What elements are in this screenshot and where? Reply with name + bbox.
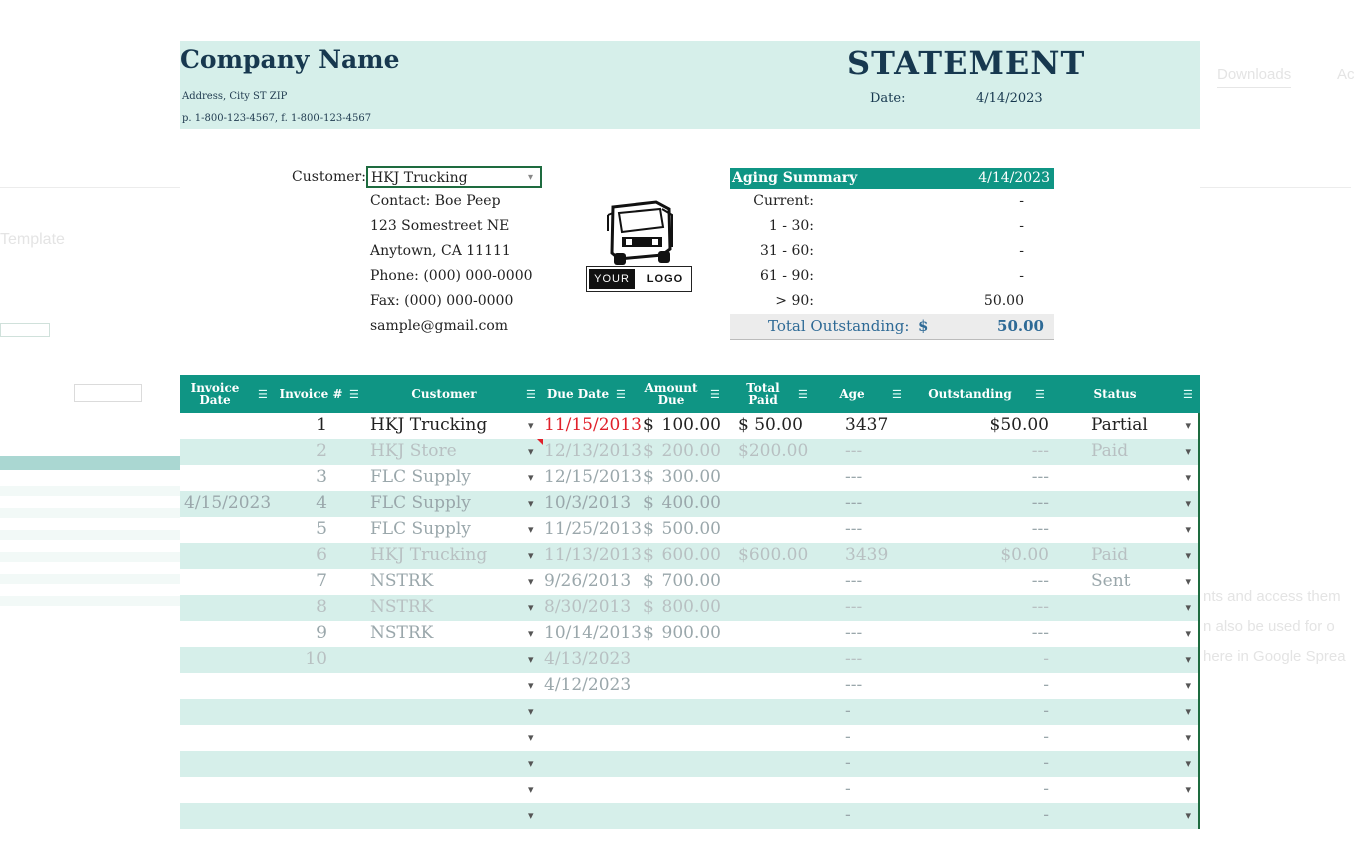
aging-value: - — [1019, 193, 1024, 209]
table-row[interactable] — [180, 569, 1200, 595]
background-template-text: Template — [0, 231, 65, 248]
status-dropdown-icon[interactable]: ▾ — [1185, 445, 1191, 458]
cell-age[interactable]: --- — [845, 675, 863, 695]
cell-amount-due[interactable]: 300.00 — [661, 467, 721, 487]
selection-border — [1198, 699, 1200, 725]
customer-contact: Contact: Boe Peep — [370, 193, 501, 209]
cell-amount-currency[interactable]: $ — [643, 415, 654, 435]
cell-age[interactable]: --- — [845, 623, 863, 643]
cell-customer[interactable]: NSTRK — [370, 597, 434, 617]
cell-amount-due[interactable]: 600.00 — [661, 545, 721, 565]
table-row[interactable] — [180, 621, 1200, 647]
company-logo — [586, 201, 696, 296]
cell-outstanding[interactable]: --- — [1031, 597, 1049, 617]
cell-amount-currency[interactable]: $ — [643, 467, 654, 487]
status-dropdown-icon[interactable]: ▾ — [1185, 757, 1191, 770]
background-nav-downloads[interactable]: Downloads — [1217, 66, 1291, 88]
logo-logo-text: LOGO — [646, 273, 684, 285]
chevron-down-icon[interactable]: ▾ — [527, 172, 533, 183]
customer-dropdown-icon[interactable]: ▾ — [528, 627, 534, 640]
cell-amount-currency[interactable]: $ — [643, 623, 654, 643]
aging-row-31-60 — [730, 240, 1054, 265]
cell-age[interactable]: - — [845, 779, 851, 799]
customer-dropdown-icon[interactable]: ▾ — [528, 783, 534, 796]
table-row[interactable] — [180, 465, 1200, 491]
cell-status[interactable]: Paid — [1091, 441, 1129, 461]
customer-dropdown-icon[interactable]: ▾ — [528, 809, 534, 822]
cell-customer[interactable]: NSTRK — [370, 623, 434, 643]
cell-customer[interactable]: NSTRK — [370, 571, 434, 591]
filter-icon[interactable]: ☰ — [258, 388, 268, 401]
cell-outstanding[interactable]: $50.00 — [989, 415, 1049, 435]
cell-outstanding[interactable]: - — [1043, 727, 1049, 747]
date-value[interactable]: 4/14/2023 — [976, 91, 1043, 106]
cell-age[interactable]: --- — [845, 441, 863, 461]
cell-customer[interactable]: HKJ Trucking — [370, 545, 488, 565]
table-row[interactable] — [180, 803, 1200, 829]
cell-status[interactable]: Partial — [1091, 415, 1148, 435]
cell-invoice-number[interactable]: 9 — [316, 623, 327, 643]
column-invoice-date[interactable]: Invoice Date — [190, 381, 240, 407]
aging-label: Current: — [753, 193, 814, 209]
cell-due-date[interactable]: 12/13/2013 — [544, 441, 642, 461]
customer-phone: Phone: (000) 000-0000 — [370, 268, 533, 284]
cell-amount-due[interactable]: 500.00 — [661, 519, 721, 539]
selection-border — [1198, 413, 1200, 439]
cell-amount-currency[interactable]: $ — [643, 545, 654, 565]
cell-outstanding[interactable]: --- — [1031, 493, 1049, 513]
table-row[interactable] — [180, 699, 1200, 725]
company-name[interactable]: Company Name — [180, 45, 400, 74]
customer-dropdown-icon[interactable]: ▾ — [528, 575, 534, 588]
total-outstanding-label: Total Outstanding: — [768, 317, 910, 335]
table-row[interactable] — [180, 673, 1200, 699]
customer-label: Customer: — [292, 169, 366, 185]
cell-due-date[interactable]: 12/15/2013 — [544, 467, 642, 487]
cell-customer[interactable]: FLC Supply — [370, 493, 471, 513]
cell-age[interactable]: --- — [845, 467, 863, 487]
customer-select-value: HKJ Trucking — [371, 170, 468, 186]
cell-amount-due[interactable]: 900.00 — [661, 623, 721, 643]
cell-outstanding[interactable]: - — [1043, 701, 1049, 721]
cell-customer[interactable]: FLC Supply — [370, 467, 471, 487]
column-age[interactable]: Age — [839, 387, 865, 401]
cell-outstanding[interactable]: - — [1043, 805, 1049, 825]
cell-invoice-number[interactable]: 7 — [316, 571, 327, 591]
filter-icon[interactable]: ☰ — [616, 388, 626, 401]
background-text-line: nts and access them — [1203, 588, 1341, 605]
filter-icon[interactable]: ☰ — [1183, 388, 1193, 401]
table-row[interactable] — [180, 517, 1200, 543]
cell-total-paid[interactable]: $200.00 — [738, 441, 809, 461]
table-row[interactable] — [180, 491, 1200, 517]
cell-amount-due[interactable]: 800.00 — [661, 597, 721, 617]
cell-status[interactable]: Paid — [1091, 545, 1129, 565]
cell-amount-due[interactable]: 700.00 — [661, 571, 721, 591]
company-address[interactable]: Address, City ST ZIP — [182, 91, 288, 102]
company-phone[interactable]: p. 1-800-123-4567, f. 1-800-123-4567 — [182, 113, 372, 124]
selection-border — [1198, 439, 1200, 465]
filter-icon[interactable]: ☰ — [349, 388, 359, 401]
cell-age[interactable]: 3439 — [845, 545, 889, 565]
filter-icon[interactable]: ☰ — [892, 388, 902, 401]
cell-customer[interactable]: HKJ Store — [370, 441, 457, 461]
logo-your-text: YOUR — [589, 269, 635, 289]
cell-due-date[interactable]: 8/30/2013 — [544, 597, 632, 617]
cell-amount-currency[interactable]: $ — [643, 571, 654, 591]
status-dropdown-icon[interactable]: ▾ — [1185, 575, 1191, 588]
background-thumbnail — [0, 318, 180, 658]
customer-select[interactable] — [366, 166, 542, 188]
aging-value: - — [1019, 268, 1024, 284]
aging-label: 61 - 90: — [760, 268, 814, 284]
cell-outstanding[interactable]: - — [1043, 675, 1049, 695]
customer-dropdown-icon[interactable]: ▾ — [528, 549, 534, 562]
cell-invoice-number[interactable]: 2 — [316, 441, 327, 461]
statement-sheet[interactable] — [180, 41, 1200, 823]
cell-outstanding[interactable]: - — [1043, 753, 1049, 773]
customer-dropdown-icon[interactable]: ▾ — [528, 679, 534, 692]
status-dropdown-icon[interactable]: ▾ — [1185, 731, 1191, 744]
status-dropdown-icon[interactable]: ▾ — [1185, 705, 1191, 718]
selection-border — [1198, 673, 1200, 699]
cell-age[interactable]: - — [845, 727, 851, 747]
cell-total-paid[interactable]: $ 50.00 — [738, 415, 803, 435]
cell-age[interactable]: --- — [845, 571, 863, 591]
cell-invoice-number[interactable]: 4 — [316, 493, 327, 513]
cell-due-date[interactable]: 11/13/2013 — [544, 545, 642, 565]
aging-summary-title: Aging Summary — [732, 170, 858, 186]
cell-outstanding[interactable]: - — [1043, 649, 1049, 669]
total-outstanding-value: 50.00 — [997, 317, 1044, 335]
selection-border — [1198, 777, 1200, 803]
customer-dropdown-icon[interactable]: ▾ — [528, 705, 534, 718]
selection-border — [1198, 803, 1200, 829]
aging-label: > 90: — [775, 293, 814, 309]
status-dropdown-icon[interactable]: ▾ — [1185, 601, 1191, 614]
aging-row-over-90 — [730, 290, 1054, 315]
customer-city: Anytown, CA 11111 — [370, 243, 511, 259]
filter-icon[interactable]: ☰ — [526, 388, 536, 401]
status-dropdown-icon[interactable]: ▾ — [1185, 627, 1191, 640]
cell-outstanding[interactable]: --- — [1031, 519, 1049, 539]
customer-email: sample@gmail.com — [370, 318, 509, 334]
cell-age[interactable]: - — [845, 701, 851, 721]
cell-customer[interactable]: HKJ Trucking — [370, 415, 488, 435]
cell-outstanding[interactable]: --- — [1031, 623, 1049, 643]
total-outstanding-row — [730, 314, 1054, 340]
customer-dropdown-icon[interactable]: ▾ — [528, 445, 534, 458]
status-dropdown-icon[interactable]: ▾ — [1185, 549, 1191, 562]
aging-summary-date: 4/14/2023 — [978, 170, 1050, 186]
cell-total-paid[interactable]: $600.00 — [738, 545, 809, 565]
customer-street: 123 Somestreet NE — [370, 218, 510, 234]
selection-border — [1198, 569, 1200, 595]
table-row[interactable] — [180, 751, 1200, 777]
status-dropdown-icon[interactable]: ▾ — [1185, 497, 1191, 510]
cell-due-date[interactable]: 4/12/2023 — [544, 675, 632, 695]
logo-box — [586, 266, 692, 292]
selection-border — [1198, 491, 1200, 517]
selection-border — [1198, 751, 1200, 777]
aging-row-61-90 — [730, 265, 1054, 290]
selection-border — [1198, 725, 1200, 751]
cell-customer[interactable]: FLC Supply — [370, 519, 471, 539]
cell-outstanding[interactable]: $0.00 — [1000, 545, 1049, 565]
cell-outstanding[interactable]: --- — [1031, 467, 1049, 487]
cell-due-date[interactable]: 11/15/2013 — [544, 415, 642, 435]
customer-dropdown-icon[interactable]: ▾ — [528, 471, 534, 484]
column-total-paid[interactable]: Total Paid — [746, 381, 780, 407]
customer-fax: Fax: (000) 000-0000 — [370, 293, 514, 309]
statement-title: STATEMENT — [847, 44, 1086, 82]
customer-dropdown-icon[interactable]: ▾ — [528, 757, 534, 770]
cell-age[interactable]: --- — [845, 649, 863, 669]
status-dropdown-icon[interactable]: ▾ — [1185, 471, 1191, 484]
cell-due-date[interactable]: 10/14/2013 — [544, 623, 642, 643]
cell-due-date[interactable]: 11/25/2013 — [544, 519, 642, 539]
cell-outstanding[interactable]: --- — [1031, 571, 1049, 591]
filter-icon[interactable]: ☰ — [710, 388, 720, 401]
background-nav-clipped[interactable]: Ac — [1337, 66, 1355, 83]
cell-due-date[interactable]: 10/3/2013 — [544, 493, 632, 513]
aging-summary-header — [730, 168, 1054, 189]
cell-invoice-number[interactable]: 10 — [305, 649, 327, 669]
cell-invoice-number[interactable]: 5 — [316, 519, 327, 539]
column-invoice-number[interactable]: Invoice # — [279, 387, 343, 401]
aging-value: 50.00 — [983, 293, 1024, 309]
selection-border — [1198, 595, 1200, 621]
table-row[interactable] — [180, 543, 1200, 569]
column-outstanding[interactable]: Outstanding — [928, 387, 1012, 401]
filter-icon[interactable]: ☰ — [798, 388, 808, 401]
cell-status[interactable]: Sent — [1091, 571, 1131, 591]
table-row[interactable] — [180, 439, 1200, 465]
customer-dropdown-icon[interactable]: ▾ — [528, 497, 534, 510]
cell-amount-due[interactable]: 100.00 — [661, 415, 721, 435]
cell-outstanding[interactable]: - — [1043, 779, 1049, 799]
table-row[interactable] — [180, 777, 1200, 803]
table-row[interactable] — [180, 413, 1200, 439]
cell-amount-due[interactable]: 400.00 — [661, 493, 721, 513]
selection-border — [1198, 621, 1200, 647]
status-dropdown-icon[interactable]: ▾ — [1185, 783, 1191, 796]
status-dropdown-icon[interactable]: ▾ — [1185, 809, 1191, 822]
customer-dropdown-icon[interactable]: ▾ — [528, 731, 534, 744]
total-outstanding-currency: $ — [918, 317, 929, 335]
table-row[interactable] — [180, 595, 1200, 621]
selection-border — [1198, 543, 1200, 569]
status-dropdown-icon[interactable]: ▾ — [1185, 419, 1191, 432]
cell-invoice-number[interactable]: 8 — [316, 597, 327, 617]
cell-invoice-number[interactable]: 1 — [316, 415, 327, 435]
background-text-line: n also be used for o — [1203, 618, 1335, 635]
comment-indicator-icon[interactable] — [537, 439, 543, 445]
cell-age[interactable]: 3437 — [845, 415, 889, 435]
invoice-table-header — [180, 375, 1200, 413]
column-customer[interactable]: Customer — [411, 387, 477, 401]
cell-age[interactable]: - — [845, 753, 851, 773]
customer-dropdown-icon[interactable]: ▾ — [528, 523, 534, 536]
column-amount-due[interactable]: Amount Due — [644, 381, 698, 407]
background-text-line: here in Google Sprea — [1203, 648, 1346, 665]
cell-outstanding[interactable]: --- — [1031, 441, 1049, 461]
cell-amount-currency[interactable]: $ — [643, 597, 654, 617]
status-dropdown-icon[interactable]: ▾ — [1185, 653, 1191, 666]
cell-amount-due[interactable]: 200.00 — [661, 441, 721, 461]
table-row[interactable] — [180, 725, 1200, 751]
cell-amount-currency[interactable]: $ — [643, 519, 654, 539]
aging-label: 31 - 60: — [760, 243, 814, 259]
header-band — [180, 41, 1200, 129]
status-dropdown-icon[interactable]: ▾ — [1185, 679, 1191, 692]
selection-border — [1198, 465, 1200, 491]
truck-icon — [586, 201, 696, 267]
aging-label: 1 - 30: — [768, 218, 814, 234]
table-row[interactable] — [180, 647, 1200, 673]
selection-border — [1198, 517, 1200, 543]
cell-amount-currency[interactable]: $ — [643, 441, 654, 461]
column-status[interactable]: Status — [1093, 387, 1137, 401]
aging-value: - — [1019, 243, 1024, 259]
cell-age[interactable]: --- — [845, 493, 863, 513]
aging-row-1-30 — [730, 215, 1054, 240]
cell-invoice-date[interactable]: 4/15/2023 — [184, 493, 272, 513]
cell-age[interactable]: - — [845, 805, 851, 825]
cell-amount-currency[interactable]: $ — [643, 493, 654, 513]
cell-invoice-number[interactable]: 6 — [316, 545, 327, 565]
customer-dropdown-icon[interactable]: ▾ — [528, 601, 534, 614]
filter-icon[interactable]: ☰ — [1035, 388, 1045, 401]
cell-age[interactable]: --- — [845, 519, 863, 539]
customer-dropdown-icon[interactable]: ▾ — [528, 653, 534, 666]
aging-row-current — [730, 190, 1054, 215]
cell-due-date[interactable]: 4/13/2023 — [544, 649, 632, 669]
selection-border — [1198, 647, 1200, 673]
status-dropdown-icon[interactable]: ▾ — [1185, 523, 1191, 536]
date-label: Date: — [870, 91, 906, 106]
column-due-date[interactable]: Due Date — [546, 387, 610, 401]
aging-value: - — [1019, 218, 1024, 234]
customer-dropdown-icon[interactable]: ▾ — [528, 419, 534, 432]
cell-due-date[interactable]: 9/26/2013 — [544, 571, 632, 591]
cell-age[interactable]: --- — [845, 597, 863, 617]
cell-invoice-number[interactable]: 3 — [316, 467, 327, 487]
